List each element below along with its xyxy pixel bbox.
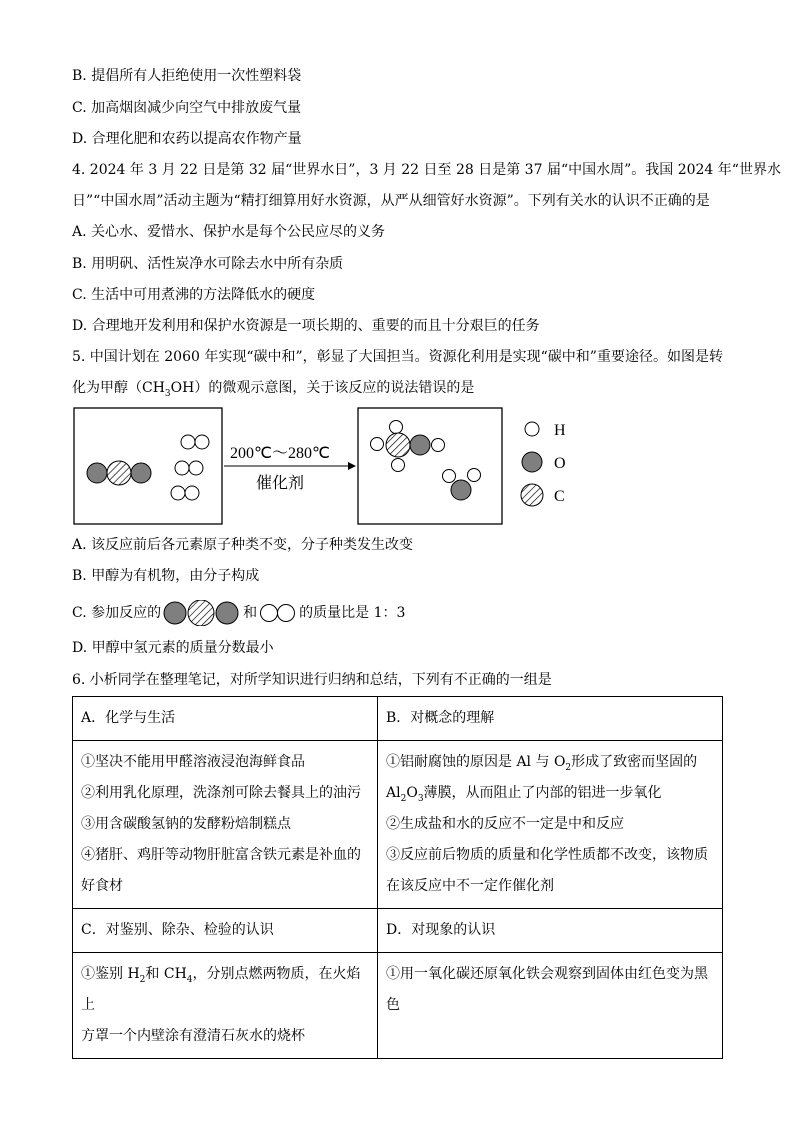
d-item-1: ①用一氧化碳还原氧化铁会观察到固体由红色变为黑: [386, 966, 708, 982]
q6-stem: 6. 小析同学在整理笔记，对所学知识进行归纳和总结，下列有不正确的一组是: [72, 672, 552, 688]
arrow-head: [348, 462, 356, 470]
legend: [521, 422, 566, 506]
a-item-4-cont: 好食材: [81, 878, 123, 894]
legend-carbon-icon: [521, 484, 543, 506]
b-item-3: ③反应前后物质的质量和化学性质都不改变，该物质: [386, 847, 708, 863]
products-box: [358, 408, 502, 524]
b-item-3-cont: 在该反应中不一定作催化剂: [386, 878, 554, 894]
h2-molecule: [175, 461, 203, 475]
reaction-temperature: 200℃～280℃: [230, 445, 330, 462]
a-item-3: ③用含碳酸氢钠的发酵粉焙制糕点: [81, 816, 291, 832]
q3-option-b: B. 提倡所有人拒绝使用一次性塑料袋: [72, 68, 302, 84]
b-item-2: ②生成盐和水的反应不一定是中和反应: [386, 816, 624, 832]
cell-b-header: B．对概念的理解: [378, 697, 723, 741]
legend-carbon-label: C: [554, 488, 565, 505]
h2-molecule: [171, 486, 199, 500]
q5-option-a: A. 该反应前后各元素原子种类不变，分子种类发生改变: [72, 537, 414, 553]
cell-c-content: [73, 953, 378, 1059]
b-item-1: ①铝耐腐蚀的原因是 Al 与 $O_2$形成了致密而坚固的: [386, 754, 698, 773]
legend-hydrogen-label: H: [554, 422, 566, 439]
q5-stem-line1: 5. 中国计划在 2060 年实现“碳中和”，彰显了大国担当。资源化利用是实现“碳中和”重要途径。如图是转: [72, 349, 723, 365]
co2-molecule: [87, 461, 151, 485]
c-item-1-cont: 方罩一个内壁涂有澄清石灰水的烧杯: [81, 1028, 305, 1044]
cell-a-content: [73, 741, 378, 909]
reaction-diagram: [72, 404, 592, 529]
q4-stem-line1: 4. 2024 年 3 月 22 日是第 32 届“世界水日”，3 月 22 日至 28 日是第 37 届“中国水周”。我国 2024 年“世界水: [72, 162, 781, 178]
cell-a-header: A．化学与生活: [73, 697, 378, 741]
legend-oxygen-label: O: [554, 455, 566, 472]
q4-option-a: A. 关心水、爱惜水、保护水是每个公民应尽的义务: [72, 224, 386, 240]
h2-inline-icon: [259, 603, 297, 623]
co2-inline-icon: [163, 600, 241, 626]
q3-option-c: C. 加高烟囱减少向空气中排放废气量: [72, 100, 302, 116]
water-molecule: [443, 469, 481, 501]
q4-option-c: C. 生活中可用煮沸的方法降低水的硬度: [72, 287, 316, 303]
cell-d-content: [378, 953, 723, 1059]
q3-option-d: D. 合理化肥和农药以提高农作物产量: [72, 131, 302, 147]
a-item-2: ②利用乳化原理，洗涤剂可除去餐具上的油污: [81, 785, 361, 801]
a-item-1: ①坚决不能用甲醛溶液浸泡海鲜食品: [81, 754, 305, 770]
h2-molecule: [181, 435, 209, 449]
q5-option-c: C. 参加反应的 和 的质量比是 1：3: [72, 600, 405, 626]
cell-d-header: D．对现象的认识: [378, 909, 723, 953]
b-item-1-cont: $Al_2O_3$薄膜，从而阻止了内部的铝进一步氧化: [386, 785, 662, 804]
q6-table: [72, 696, 723, 1059]
q5-stem-line2: 化为甲醇$(CH_3OH)$的微观示意图，关于该反应的说法错误的是: [72, 380, 475, 399]
d-item-1-cont: 色: [386, 997, 400, 1013]
a-item-4: ④猪肝、鸡肝等动物肝脏富含铁元素是补血的: [81, 847, 361, 863]
legend-oxygen-icon: [522, 452, 542, 472]
cell-b-content: [378, 741, 723, 909]
q5-option-b: B. 甲醇为有机物，由分子构成: [72, 568, 260, 584]
q5-option-d: D. 甲醇中氢元素的质量分数最小: [72, 640, 274, 656]
reaction-catalyst: 催化剂: [255, 473, 305, 492]
q4-stem-line2: 日”“中国水周”活动主题为“精打细算用好水资源，从严从细管好水资源”。下列有关水的认识不正确的是: [72, 193, 710, 209]
q4-option-d: D. 合理地开发利用和保护水资源是一项长期的、重要的而且十分艰巨的任务: [72, 318, 540, 334]
legend-hydrogen-icon: [525, 422, 539, 436]
cell-c-header: C．对鉴别、除杂、检验的认识: [73, 909, 378, 953]
c-item-1: ①鉴别 $H_2$和 $CH_4$，分别点燃两物质，在火焰上: [81, 966, 361, 1013]
methanol-molecule: [371, 421, 445, 472]
q4-option-b: B. 用明矾、活性炭净水可除去水中所有杂质: [72, 256, 344, 272]
